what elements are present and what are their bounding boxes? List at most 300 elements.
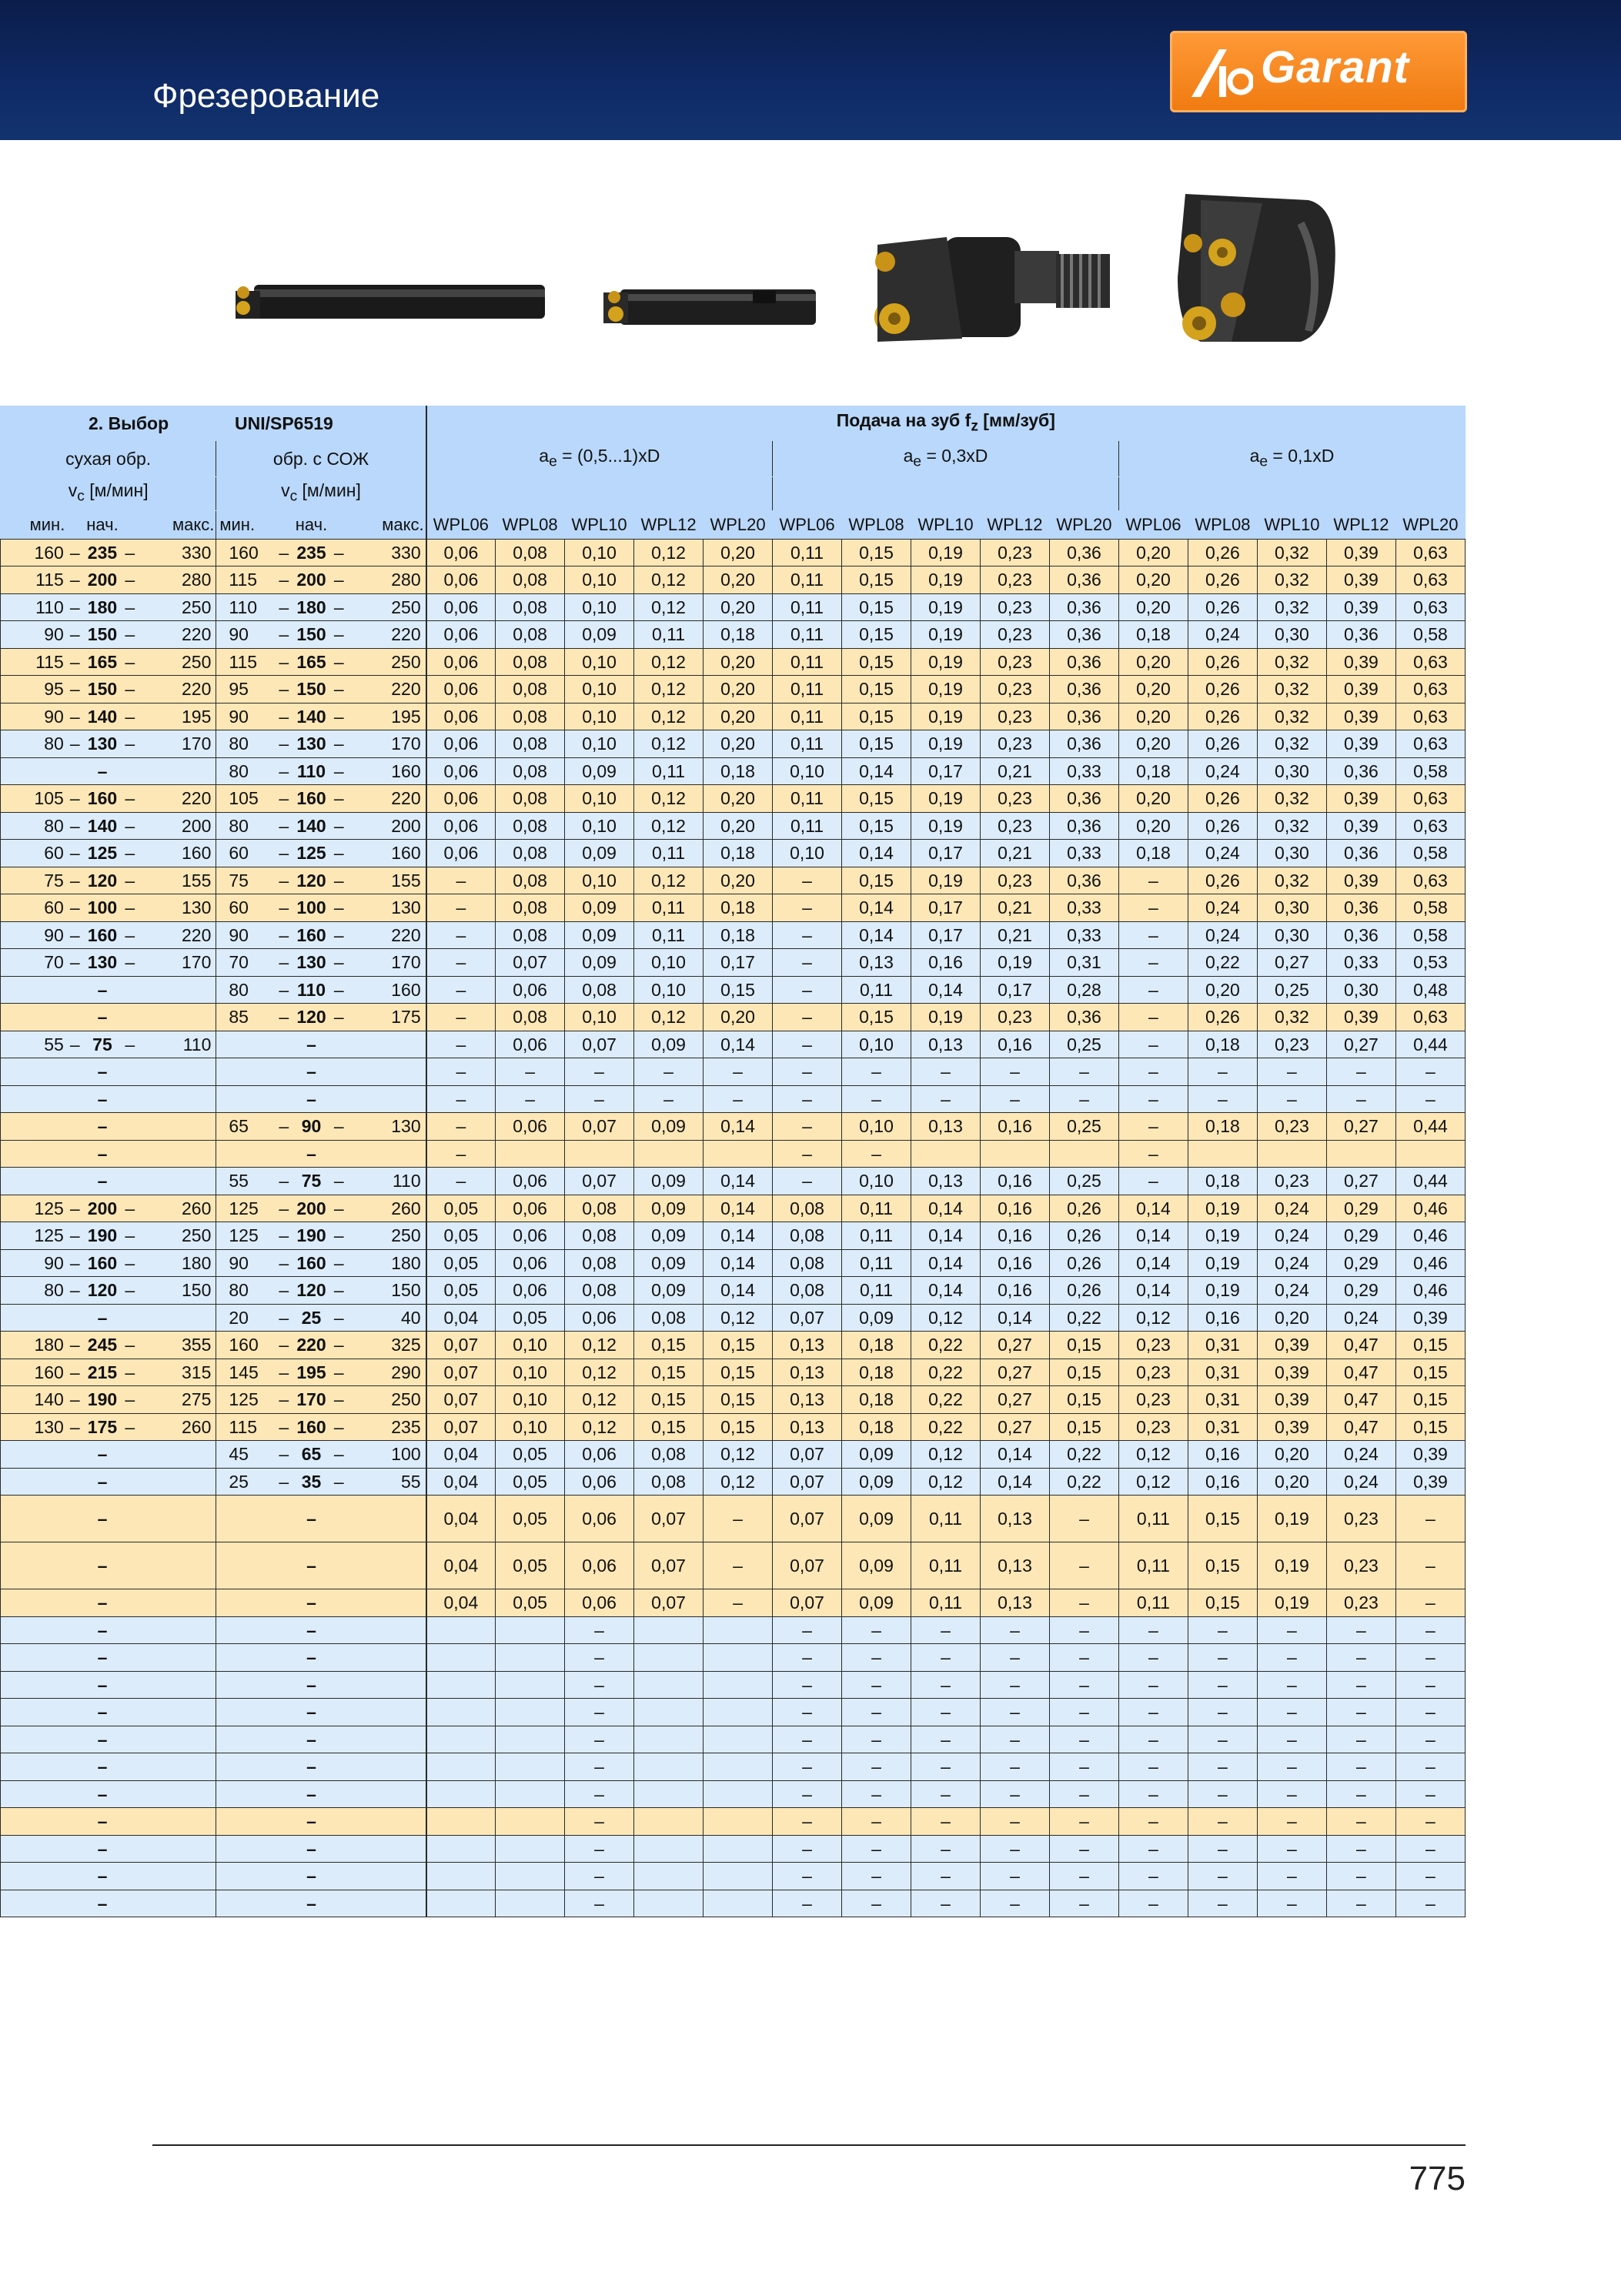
max-label-coolant: макс. xyxy=(346,510,426,539)
insert-header: WPL10 xyxy=(1257,510,1326,539)
feed-value: 0,06 xyxy=(426,621,496,649)
feed-value: 0,10 xyxy=(565,539,634,566)
feed-value: 0,10 xyxy=(565,676,634,704)
feed-value: – xyxy=(842,1863,911,1890)
feed-value: 0,26 xyxy=(1188,867,1257,894)
coolant-vc-start: – – 120 xyxy=(277,1004,345,1031)
feed-value: – xyxy=(980,1616,1049,1644)
feed-value: 0,48 xyxy=(1395,976,1465,1004)
table-row xyxy=(1,1753,1466,1781)
feed-value: 0,39 xyxy=(1395,1304,1465,1332)
feed-value: 0,07 xyxy=(634,1589,704,1617)
feed-value: 0,15 xyxy=(704,976,773,1004)
vc-start-value: 200 xyxy=(296,1198,326,1218)
feed-value: 0,06 xyxy=(426,648,496,676)
feed-value: – xyxy=(1049,1835,1118,1863)
coolant-vc-min: 160 xyxy=(216,539,277,566)
feed-value: – xyxy=(980,1808,1049,1836)
feed-value: 0,08 xyxy=(565,976,634,1004)
feed-value: 0,58 xyxy=(1395,894,1465,922)
coolant-vc-max: 250 xyxy=(346,593,426,621)
feed-value: 0,06 xyxy=(496,1113,565,1141)
dry-vc-min: 60 xyxy=(1,894,69,922)
table-row xyxy=(1,976,1466,1004)
dry-vc-start: – xyxy=(69,1616,136,1644)
vc-start-value: 150 xyxy=(87,679,118,700)
feed-value: – xyxy=(1049,1085,1118,1113)
feed-value: 0,29 xyxy=(1326,1249,1395,1277)
feed-value: – xyxy=(1049,1863,1118,1890)
feed-value: – xyxy=(1049,1589,1118,1617)
feed-value: 0,07 xyxy=(426,1413,496,1441)
feed-value: 0,36 xyxy=(1049,1004,1118,1031)
feed-value: 0,63 xyxy=(1395,785,1465,813)
feed-value: 0,16 xyxy=(980,1168,1049,1195)
feed-value: – xyxy=(426,1058,496,1086)
vc-start-value: 180 xyxy=(87,597,118,617)
feed-value: – xyxy=(1395,1699,1465,1726)
dry-vc-start: – xyxy=(69,1835,136,1863)
feed-value: 0,08 xyxy=(496,840,565,867)
feed-value: – xyxy=(1257,1616,1326,1644)
feed-value: 0,16 xyxy=(1188,1468,1257,1496)
feed-value: – xyxy=(1188,1644,1257,1672)
cutting-data-table xyxy=(0,406,1466,1917)
feed-value: – xyxy=(773,1031,842,1058)
dry-vc-max: 155 xyxy=(136,867,216,894)
feed-value: 0,14 xyxy=(980,1304,1049,1332)
feed-value: 0,24 xyxy=(1188,757,1257,785)
coolant-vc-start: – – 200 xyxy=(277,1195,345,1222)
feed-value: – xyxy=(704,1542,773,1589)
feed-value xyxy=(496,1863,565,1890)
dry-vc-start: – – 160 xyxy=(69,785,136,813)
feed-value: 0,32 xyxy=(1257,867,1326,894)
coolant-vc-min xyxy=(216,1780,277,1808)
dry-vc-min xyxy=(1,1753,69,1781)
feed-value: 0,33 xyxy=(1049,757,1118,785)
dry-vc-start: – xyxy=(69,1542,136,1589)
feed-value: 0,39 xyxy=(1326,566,1395,594)
dry-vc-start: – xyxy=(69,1699,136,1726)
table-row xyxy=(1,730,1466,758)
feed-value: – xyxy=(842,1808,911,1836)
dry-vc-min: 90 xyxy=(1,921,69,949)
feed-value: 0,22 xyxy=(911,1332,981,1359)
feed-value: 0,20 xyxy=(704,867,773,894)
insert-header: WPL12 xyxy=(1326,510,1395,539)
feed-value: – xyxy=(1188,1780,1257,1808)
feed-value: – xyxy=(1326,1780,1395,1808)
feed-value: 0,07 xyxy=(496,949,565,977)
feed-value: – xyxy=(1326,1616,1395,1644)
coolant-vc-min xyxy=(216,1085,277,1113)
feed-value: – xyxy=(426,1168,496,1195)
vc-start-value: 75 xyxy=(301,1171,322,1191)
feed-value: 0,23 xyxy=(980,566,1049,594)
feed-value: 0,15 xyxy=(1395,1359,1465,1386)
dry-vc-start: – – 140 xyxy=(69,703,136,730)
feed-value: 0,20 xyxy=(1257,1304,1326,1332)
feed-value: 0,21 xyxy=(980,840,1049,867)
feed-value: 0,14 xyxy=(980,1441,1049,1469)
feed-value: 0,06 xyxy=(496,1168,565,1195)
dry-vc-min xyxy=(1,1496,69,1542)
dry-vc-min: 105 xyxy=(1,785,69,813)
insert-header: WPL10 xyxy=(911,510,981,539)
feed-value xyxy=(1326,1140,1395,1168)
feed-value: – xyxy=(634,1085,704,1113)
table-row xyxy=(1,1808,1466,1836)
feed-value: – xyxy=(1188,1671,1257,1699)
table-row xyxy=(1,676,1466,704)
dry-vc-start: – xyxy=(69,1004,136,1031)
feed-value xyxy=(634,1644,704,1672)
vc-start-value: 200 xyxy=(87,1198,118,1218)
dry-vc-start: – – 125 xyxy=(69,840,136,867)
feed-value: 0,10 xyxy=(565,785,634,813)
feed-value: 0,13 xyxy=(773,1413,842,1441)
feed-value: 0,15 xyxy=(1049,1332,1118,1359)
dry-vc-min xyxy=(1,1140,69,1168)
insert-header: WPL06 xyxy=(426,510,496,539)
feed-value: – xyxy=(634,1058,704,1086)
feed-value: 0,47 xyxy=(1326,1359,1395,1386)
feed-value: – xyxy=(980,1085,1049,1113)
ae-group-1-spacer xyxy=(426,477,773,511)
feed-value: 0,14 xyxy=(911,1277,981,1305)
feed-value: 0,23 xyxy=(980,539,1049,566)
coolant-vc-start: – – 110 xyxy=(277,976,345,1004)
feed-value: – xyxy=(426,1085,496,1113)
coolant-vc-min: 125 xyxy=(216,1222,277,1250)
feed-value: 0,24 xyxy=(1326,1468,1395,1496)
vc-start-value: 110 xyxy=(296,979,326,1000)
dry-vc-max xyxy=(136,1808,216,1836)
feed-value: 0,19 xyxy=(911,676,981,704)
vc-start-value: 130 xyxy=(87,734,118,754)
feed-value: 0,58 xyxy=(1395,621,1465,649)
coolant-vc-start: – – 160 xyxy=(277,921,345,949)
ae-group-3: $a_e = 0,1xD$ xyxy=(1118,441,1465,477)
feed-value: 0,19 xyxy=(911,867,981,894)
feed-value: 0,63 xyxy=(1395,566,1465,594)
max-label-dry: макс. xyxy=(136,510,216,539)
dry-vc-min xyxy=(1,1441,69,1469)
feed-value: 0,26 xyxy=(1188,593,1257,621)
feed-value: 0,08 xyxy=(634,1304,704,1332)
feed-value: 0,11 xyxy=(634,840,704,867)
vc-start-value: 200 xyxy=(296,570,326,590)
feed-value: 0,12 xyxy=(634,1004,704,1031)
feed-value: – xyxy=(1049,1726,1118,1753)
feed-value: 0,26 xyxy=(1188,730,1257,758)
dry-vc-min: 115 xyxy=(1,648,69,676)
feed-value: 0,08 xyxy=(773,1277,842,1305)
feed-value: 0,29 xyxy=(1326,1277,1395,1305)
feed-value: – xyxy=(426,1140,496,1168)
coolant-vc-max: 170 xyxy=(346,949,426,977)
coolant-vc-start: – xyxy=(277,1496,345,1542)
coolant-vc-max xyxy=(346,1863,426,1890)
feed-value: – xyxy=(1257,1890,1326,1917)
feed-value: 0,26 xyxy=(1188,785,1257,813)
table-row xyxy=(1,949,1466,977)
feed-value: 0,15 xyxy=(842,676,911,704)
coolant-vc-max: 180 xyxy=(346,1249,426,1277)
feed-value: 0,58 xyxy=(1395,757,1465,785)
feed-value: – xyxy=(1188,1058,1257,1086)
feed-value: 0,39 xyxy=(1326,730,1395,758)
feed-value: – xyxy=(565,1726,634,1753)
feed-value: – xyxy=(1257,1644,1326,1672)
dry-vc-start: – xyxy=(69,1890,136,1917)
feed-value: 0,11 xyxy=(773,566,842,594)
feed-value: 0,09 xyxy=(842,1496,911,1542)
feed-value: 0,08 xyxy=(565,1222,634,1250)
coolant-vc-max: 220 xyxy=(346,921,426,949)
feed-value: 0,27 xyxy=(980,1332,1049,1359)
feed-value: – xyxy=(1118,1085,1188,1113)
dry-vc-start: – – 190 xyxy=(69,1222,136,1250)
coolant-label: обр. с СОЖ xyxy=(216,441,426,477)
feed-value: 0,07 xyxy=(773,1589,842,1617)
coolant-vc-min xyxy=(216,1863,277,1890)
feed-value: 0,18 xyxy=(1188,1168,1257,1195)
coolant-vc-start: – – 100 xyxy=(277,894,345,922)
feed-value: 0,36 xyxy=(1326,621,1395,649)
feed-value: – xyxy=(773,867,842,894)
feed-value: 0,32 xyxy=(1257,730,1326,758)
dry-vc-start: – – 200 xyxy=(69,566,136,594)
feed-value: 0,09 xyxy=(634,1195,704,1222)
table-row xyxy=(1,812,1466,840)
coolant-vc-min: 75 xyxy=(216,867,277,894)
feed-value: 0,09 xyxy=(634,1222,704,1250)
feed-value: 0,16 xyxy=(980,1113,1049,1141)
feed-value: 0,23 xyxy=(1326,1542,1395,1589)
coolant-vc-min: 80 xyxy=(216,757,277,785)
feed-value: 0,09 xyxy=(565,757,634,785)
feed-value: – xyxy=(773,1140,842,1168)
feed-value: – xyxy=(565,1835,634,1863)
feed-value: – xyxy=(1257,1753,1326,1781)
feed-value: 0,15 xyxy=(842,730,911,758)
feed-value: 0,22 xyxy=(911,1359,981,1386)
dry-vc-start: – – 150 xyxy=(69,676,136,704)
dry-vc-min xyxy=(1,1168,69,1195)
coolant-vc-min xyxy=(216,1031,277,1058)
dry-vc-max: 180 xyxy=(136,1249,216,1277)
feed-value xyxy=(704,1644,773,1672)
feed-value: 0,08 xyxy=(773,1195,842,1222)
feed-value: 0,08 xyxy=(496,1004,565,1031)
feed-value: 0,32 xyxy=(1257,812,1326,840)
feed-value: 0,07 xyxy=(773,1496,842,1542)
feed-value: 0,15 xyxy=(704,1413,773,1441)
feed-value: 0,10 xyxy=(565,703,634,730)
feed-value: 0,26 xyxy=(1188,703,1257,730)
feed-value: – xyxy=(911,1808,981,1836)
dry-vc-start: – – 75 xyxy=(69,1031,136,1058)
vc-start-value: 90 xyxy=(301,1116,322,1137)
insert-header: WPL06 xyxy=(773,510,842,539)
brand-name: Garant xyxy=(1261,42,1409,92)
dry-vc-max xyxy=(136,1542,216,1589)
vc-start-value: 235 xyxy=(87,542,118,563)
dry-vc-max xyxy=(136,1890,216,1917)
feed-value: 0,32 xyxy=(1257,676,1326,704)
feed-value: – xyxy=(1118,1753,1188,1781)
feed-value: 0,05 xyxy=(496,1468,565,1496)
feed-value: 0,14 xyxy=(704,1222,773,1250)
feed-value: – xyxy=(1326,1835,1395,1863)
feed-value: 0,15 xyxy=(704,1332,773,1359)
feed-value xyxy=(704,1616,773,1644)
feed-value: – xyxy=(1257,1780,1326,1808)
feed-title-unit: [мм/зуб] xyxy=(978,409,1055,430)
feed-value: – xyxy=(1118,1004,1188,1031)
dry-vc-min: 90 xyxy=(1,621,69,649)
start-label-coolant: нач. xyxy=(277,510,345,539)
feed-value: 0,10 xyxy=(496,1386,565,1414)
feed-value: 0,10 xyxy=(496,1332,565,1359)
feed-value: 0,31 xyxy=(1188,1413,1257,1441)
feed-value: 0,22 xyxy=(1049,1304,1118,1332)
feed-value: 0,15 xyxy=(1395,1332,1465,1359)
coolant-vc-max: 220 xyxy=(346,621,426,649)
feed-value: – xyxy=(773,1113,842,1141)
dry-vc-start: – xyxy=(69,757,136,785)
feed-value: 0,12 xyxy=(565,1386,634,1414)
feed-value: – xyxy=(911,1085,981,1113)
dry-vc-min: 125 xyxy=(1,1195,69,1222)
dry-vc-start: – – 130 xyxy=(69,730,136,758)
feed-value: 0,14 xyxy=(911,1249,981,1277)
feed-value: 0,09 xyxy=(565,894,634,922)
dry-vc-start: – xyxy=(69,1780,136,1808)
feed-value: – xyxy=(773,1863,842,1890)
feed-value: 0,11 xyxy=(634,757,704,785)
dry-vc-max: 250 xyxy=(136,648,216,676)
feed-value: 0,19 xyxy=(911,539,981,566)
feed-value: – xyxy=(1118,1644,1188,1672)
feed-value: 0,46 xyxy=(1395,1222,1465,1250)
feed-value: – xyxy=(842,1616,911,1644)
feed-value: 0,20 xyxy=(704,785,773,813)
feed-value: 0,44 xyxy=(1395,1168,1465,1195)
dry-vc-start: – – 190 xyxy=(69,1386,136,1414)
feed-value: 0,05 xyxy=(496,1542,565,1589)
feed-value: 0,58 xyxy=(1395,840,1465,867)
feed-value: – xyxy=(1395,1496,1465,1542)
table-row xyxy=(1,1304,1466,1332)
feed-value: 0,19 xyxy=(911,730,981,758)
table-row xyxy=(1,867,1466,894)
feed-value: 0,19 xyxy=(911,812,981,840)
coolant-vc-max xyxy=(346,1542,426,1589)
feed-value: 0,15 xyxy=(842,812,911,840)
coolant-vc-max xyxy=(346,1085,426,1113)
dry-vc-max: 220 xyxy=(136,785,216,813)
coolant-vc-max: 100 xyxy=(346,1441,426,1469)
coolant-vc-max: 40 xyxy=(346,1304,426,1332)
feed-value: 0,08 xyxy=(634,1468,704,1496)
feed-value: 0,27 xyxy=(1326,1113,1395,1141)
feed-value xyxy=(496,1780,565,1808)
feed-value: – xyxy=(773,1644,842,1672)
insert-header: WPL12 xyxy=(980,510,1049,539)
feed-value: 0,63 xyxy=(1395,730,1465,758)
feed-value: 0,17 xyxy=(911,894,981,922)
feed-value: 0,12 xyxy=(634,566,704,594)
coolant-vc-min: 90 xyxy=(216,703,277,730)
feed-value xyxy=(704,1890,773,1917)
dry-vc-max xyxy=(136,1835,216,1863)
feed-value: 0,07 xyxy=(565,1031,634,1058)
feed-value xyxy=(980,1140,1049,1168)
vc-start-value: 190 xyxy=(296,1225,326,1246)
feed-value: – xyxy=(426,867,496,894)
coolant-vc-max xyxy=(346,1589,426,1617)
feed-value: – xyxy=(1257,1726,1326,1753)
vc-start-value: 120 xyxy=(87,1280,118,1301)
feed-value: 0,22 xyxy=(1049,1441,1118,1469)
feed-value: 0,08 xyxy=(773,1222,842,1250)
feed-value: – xyxy=(1049,1496,1118,1542)
feed-value xyxy=(704,1753,773,1781)
feed-value: – xyxy=(704,1589,773,1617)
feed-value: 0,14 xyxy=(704,1031,773,1058)
coolant-vc-min: 25 xyxy=(216,1468,277,1496)
feed-value: 0,06 xyxy=(426,539,496,566)
feed-value: 0,32 xyxy=(1257,648,1326,676)
feed-value: 0,10 xyxy=(842,1031,911,1058)
feed-value: – xyxy=(980,1726,1049,1753)
feed-value: 0,29 xyxy=(1326,1222,1395,1250)
feed-value: 0,22 xyxy=(1049,1468,1118,1496)
feed-value: 0,08 xyxy=(496,621,565,649)
feed-value: 0,14 xyxy=(1118,1195,1188,1222)
vc-start-value: 160 xyxy=(296,1252,326,1273)
feed-value: 0,12 xyxy=(634,539,704,566)
coolant-vc-start: – xyxy=(277,1542,345,1589)
coolant-vc-start: – xyxy=(277,1589,345,1617)
feed-value: 0,15 xyxy=(1049,1359,1118,1386)
dry-vc-max xyxy=(136,1616,216,1644)
feed-value: – xyxy=(1326,1085,1395,1113)
table-row xyxy=(1,1140,1466,1168)
feed-value: 0,08 xyxy=(496,894,565,922)
feed-value: 0,11 xyxy=(842,1222,911,1250)
feed-value: – xyxy=(1049,1542,1118,1589)
coolant-vc-min xyxy=(216,1589,277,1617)
feed-value: 0,15 xyxy=(842,1004,911,1031)
feed-value: – xyxy=(773,1890,842,1917)
feed-value: 0,10 xyxy=(565,1004,634,1031)
feed-value: 0,15 xyxy=(842,648,911,676)
feed-value: 0,06 xyxy=(426,703,496,730)
coolant-vc-start: – xyxy=(277,1644,345,1672)
feed-value: 0,15 xyxy=(1049,1413,1118,1441)
vc-label-coolant: $v_c$ [м/мин] xyxy=(216,477,426,511)
dry-vc-min: 80 xyxy=(1,730,69,758)
feed-value: 0,20 xyxy=(704,593,773,621)
feed-value: 0,11 xyxy=(911,1589,981,1617)
coolant-vc-start: – – 235 xyxy=(277,539,345,566)
coolant-vc-max: 325 xyxy=(346,1332,426,1359)
feed-value: – xyxy=(842,1890,911,1917)
